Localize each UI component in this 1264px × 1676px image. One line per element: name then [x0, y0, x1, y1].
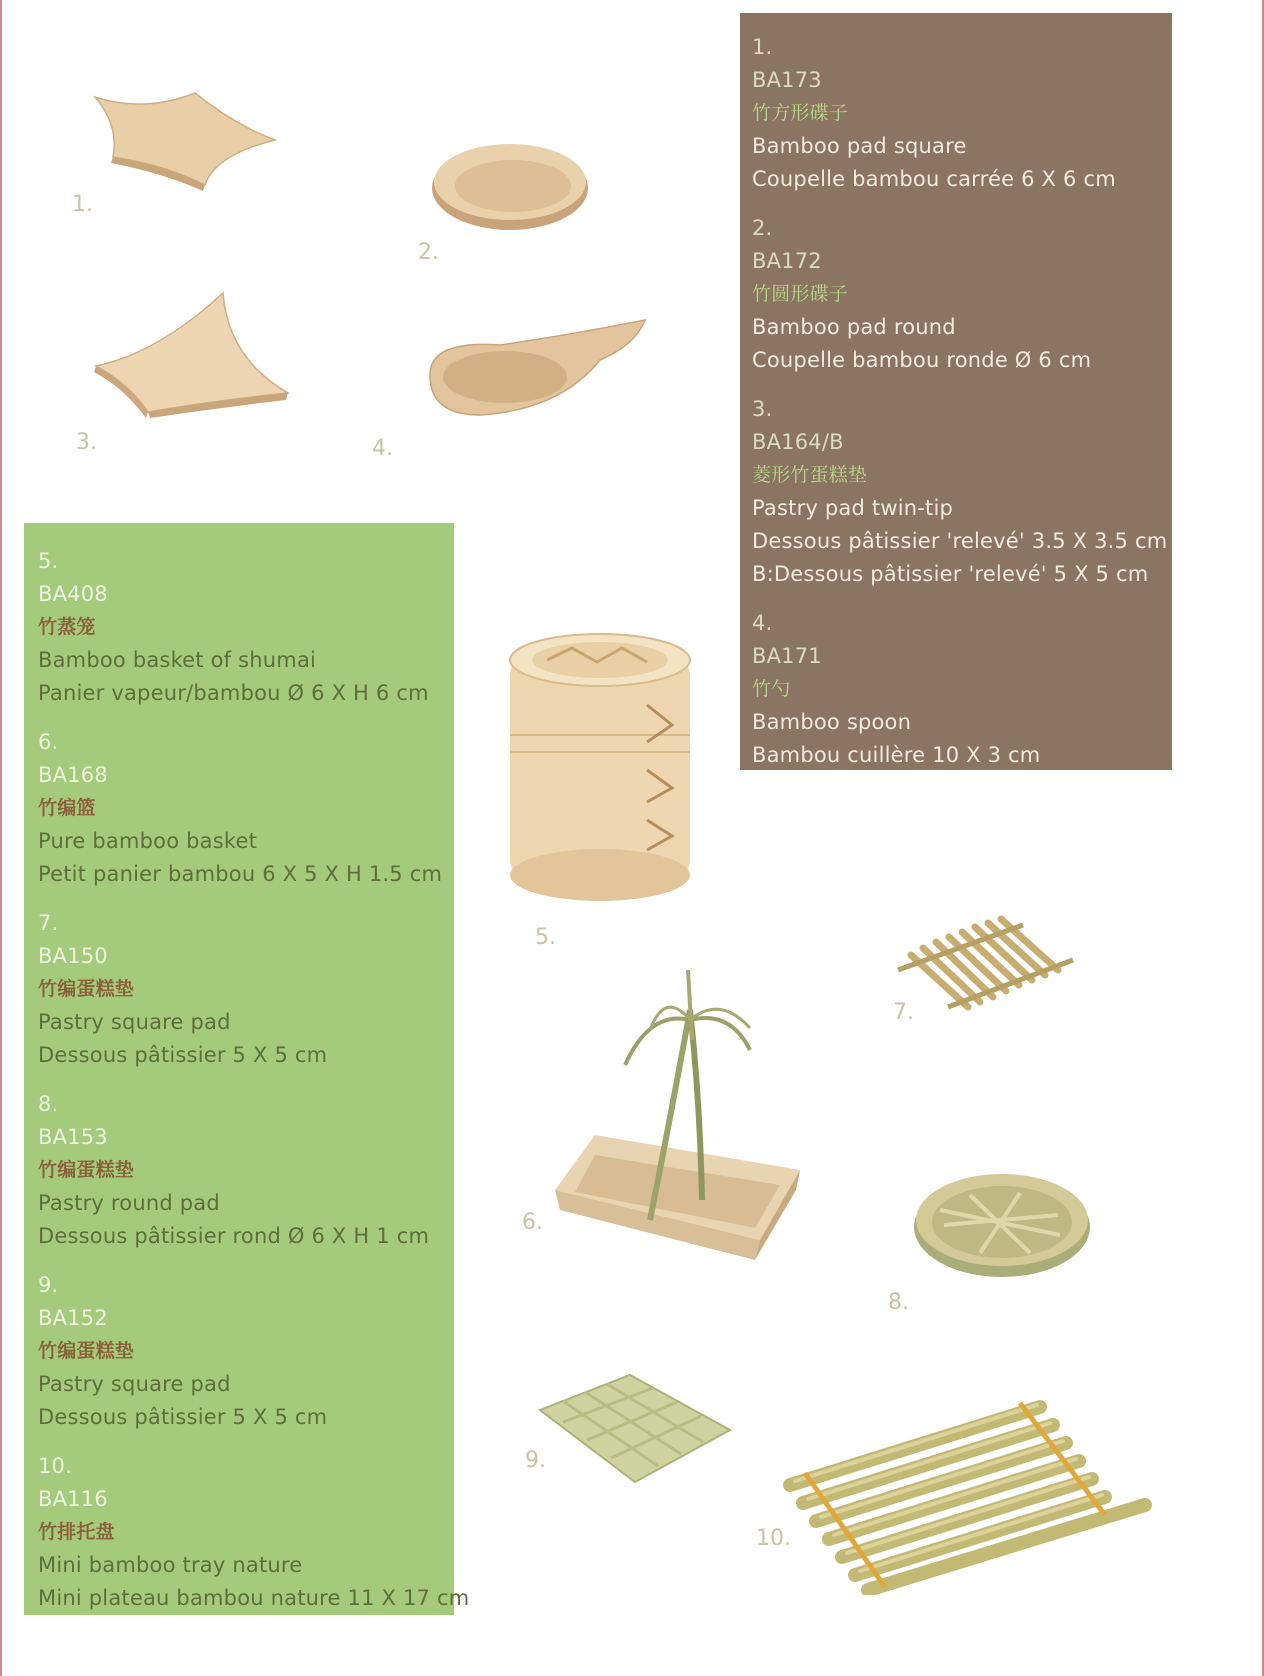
product-image-woven-square-pad — [535, 1370, 735, 1485]
chinese-name: 菱形竹蛋糕垫 — [752, 464, 868, 486]
item-number: 8. — [38, 1092, 59, 1116]
product-label-4: 4. — [372, 436, 393, 461]
product-code: BA168 — [38, 763, 108, 787]
product-code: BA153 — [38, 1125, 108, 1149]
product-info-panel-1-4 — [740, 13, 1172, 770]
entry-ba116 — [38, 1450, 470, 1615]
chinese-name: 竹编蛋糕垫 — [38, 1340, 135, 1362]
entry-ba164b — [752, 393, 1172, 591]
item-number: 7. — [38, 911, 59, 935]
product-label-10: 10. — [756, 1526, 791, 1551]
entry-ba153 — [38, 1088, 454, 1253]
entry-ba168 — [38, 726, 454, 891]
french-name: Coupelle bambou ronde Ø 6 cm — [752, 348, 1092, 372]
product-label-2: 2. — [418, 240, 439, 265]
english-name: Pure bamboo basket — [38, 829, 258, 853]
product-code: BA150 — [38, 944, 108, 968]
product-label-5: 5. — [535, 925, 556, 950]
entry-ba152 — [38, 1269, 454, 1434]
french-name: Dessous pâtissier 5 X 5 cm — [38, 1043, 328, 1067]
product-image-round-woven-pad — [910, 1165, 1095, 1280]
chinese-name: 竹编蛋糕垫 — [38, 978, 135, 1000]
chinese-name: 竹圆形碟子 — [752, 283, 849, 305]
product-code: BA164/B — [752, 430, 844, 454]
product-image-mini-basket — [550, 970, 810, 1270]
english-name: Bamboo basket of shumai — [38, 648, 317, 672]
english-name: Bamboo spoon — [752, 710, 912, 734]
product-image-bamboo-spoon — [410, 315, 650, 435]
item-number: 6. — [38, 730, 59, 754]
chinese-name: 竹蒸笼 — [38, 616, 96, 638]
french-name: Bambou cuillère 10 X 3 cm — [752, 743, 1041, 767]
product-image-twin-tip-pad — [88, 288, 293, 423]
product-code: BA152 — [38, 1306, 108, 1330]
english-name: Pastry round pad — [38, 1191, 220, 1215]
english-name: Pastry square pad — [38, 1010, 231, 1034]
english-name: Bamboo pad square — [752, 134, 967, 158]
item-number: 3. — [752, 397, 773, 421]
product-image-bamboo-tray — [775, 1395, 1160, 1595]
product-label-6: 6. — [522, 1210, 543, 1235]
french-name: Mini plateau bambou nature 11 X 17 cm — [38, 1586, 470, 1610]
french-name: Panier vapeur/bambou Ø 6 X H 6 cm — [38, 681, 429, 705]
chinese-name: 竹编篮 — [38, 797, 96, 819]
product-code: BA172 — [752, 249, 822, 273]
product-image-round-pad — [425, 138, 595, 238]
entry-ba173 — [752, 31, 1172, 196]
chinese-name: 竹方形碟子 — [752, 102, 849, 124]
french-name: Dessous pâtissier 5 X 5 cm — [38, 1405, 328, 1429]
item-number: 1. — [752, 35, 773, 59]
product-code: BA116 — [38, 1487, 108, 1511]
chinese-name: 竹排托盘 — [38, 1521, 115, 1543]
chinese-name: 竹编蛋糕垫 — [38, 1159, 135, 1181]
product-label-8: 8. — [888, 1290, 909, 1315]
french-name: Coupelle bambou carrée 6 X 6 cm — [752, 167, 1116, 191]
product-image-slat-pad — [893, 915, 1078, 1015]
product-image-steamer-basket — [502, 630, 697, 905]
english-name: Pastry square pad — [38, 1372, 231, 1396]
product-image-square-pad — [85, 85, 285, 195]
chinese-name: 竹勺 — [752, 678, 791, 700]
item-number: 10. — [38, 1454, 72, 1478]
product-code: BA408 — [38, 582, 108, 606]
french-name-variant-b: B:Dessous pâtissier 'relevé' 5 X 5 cm — [752, 562, 1149, 586]
product-info-panel-5-10 — [24, 523, 470, 1615]
english-name: Bamboo pad round — [752, 315, 956, 339]
page-edge-left — [0, 0, 2, 1676]
product-label-1: 1. — [72, 192, 93, 217]
product-label-7: 7. — [893, 1000, 914, 1025]
entry-ba172 — [752, 212, 1172, 377]
english-name: Mini bamboo tray nature — [38, 1553, 303, 1577]
entry-ba171 — [752, 607, 1172, 772]
product-label-9: 9. — [525, 1448, 546, 1473]
english-name: Pastry pad twin-tip — [752, 496, 954, 520]
item-number: 9. — [38, 1273, 59, 1297]
product-code: BA173 — [752, 68, 822, 92]
french-name: Dessous pâtissier rond Ø 6 X H 1 cm — [38, 1224, 430, 1248]
product-code: BA171 — [752, 644, 822, 668]
entry-ba408 — [38, 545, 454, 710]
french-name: Dessous pâtissier 'relevé' 3.5 X 3.5 cm — [752, 529, 1168, 553]
item-number: 4. — [752, 611, 773, 635]
item-number: 5. — [38, 549, 59, 573]
french-name: Petit panier bambou 6 X 5 X H 1.5 cm — [38, 862, 443, 886]
product-label-3: 3. — [76, 430, 97, 455]
entry-ba150 — [38, 907, 454, 1072]
item-number: 2. — [752, 216, 773, 240]
